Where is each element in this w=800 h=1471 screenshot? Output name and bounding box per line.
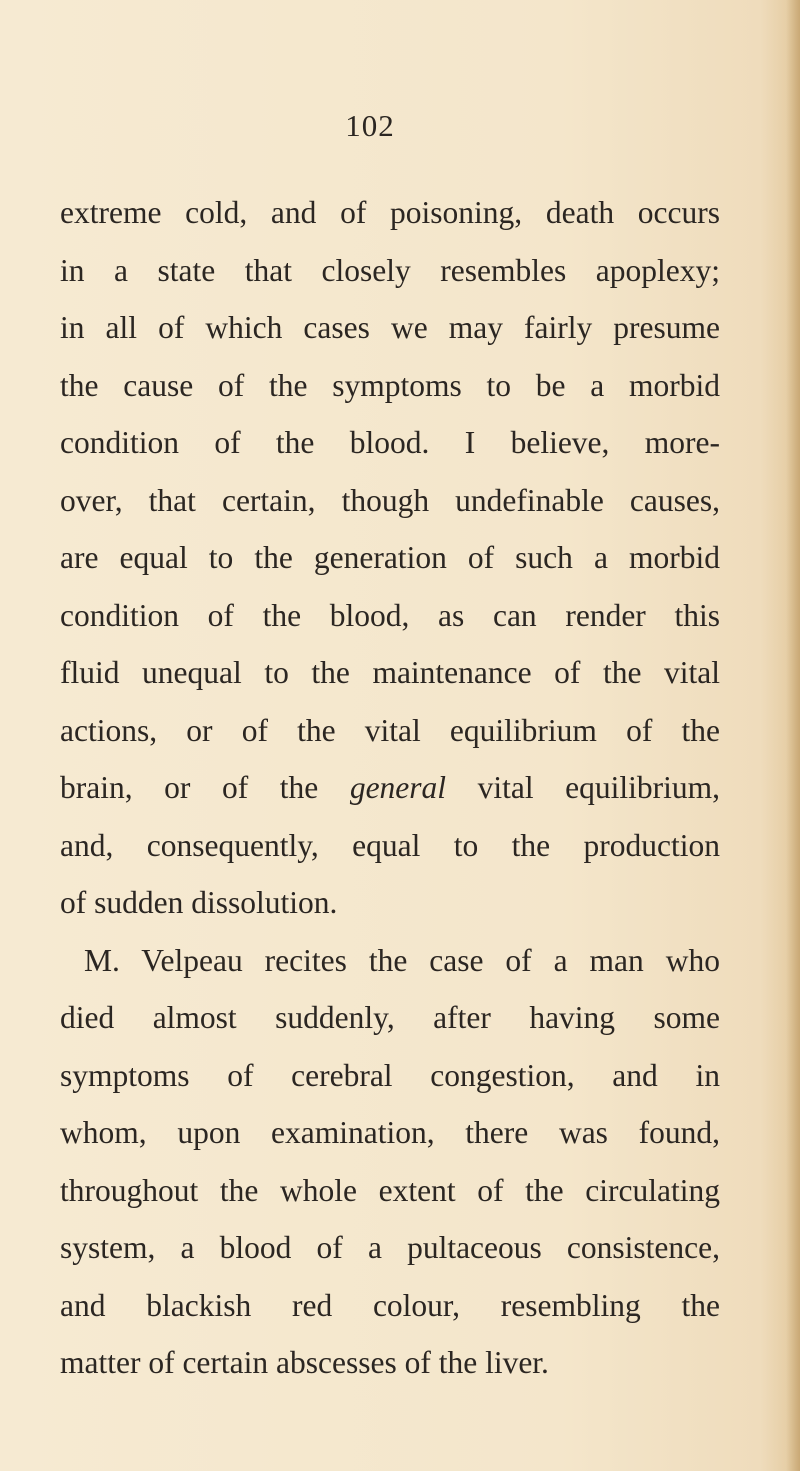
page-number: 102 xyxy=(345,108,395,143)
text-line: in all of which cases we may fairly presume xyxy=(60,310,720,345)
paragraph-2-line: died almost suddenly, after having some xyxy=(60,1000,720,1035)
text-line: over, that certain, though undefinable causes, xyxy=(60,482,720,518)
text-line: fluid unequal to the maintenance of the vital xyxy=(60,655,720,690)
text-line: and, consequently, equal to the production xyxy=(60,827,720,863)
text-line: the cause of the symptoms to be a morbid xyxy=(60,367,720,403)
text-segment: brain, or of the xyxy=(60,770,350,805)
paragraph-2-line: and blackish red colour, resembling the xyxy=(60,1287,720,1323)
text-line: extreme cold, and of poisoning, death occurs xyxy=(60,195,720,230)
paragraph-2-line: system, a blood of a pultaceous consistence, xyxy=(60,1230,720,1265)
page-edge-shadow xyxy=(786,0,800,1471)
text-line: of sudden dissolution. xyxy=(60,885,338,920)
paragraph-2-line: M. Velpeau recites the case of a man who xyxy=(84,942,720,978)
text-line: condition of the blood, as can render this xyxy=(60,597,720,633)
text-line: are equal to the generation of such a morbid xyxy=(60,540,720,575)
paragraph-2-line: matter of certain abscesses of the liver. xyxy=(60,1345,549,1380)
body-text xyxy=(60,184,720,1392)
text-segment: vital equilibrium, xyxy=(446,770,721,805)
text-line: in a state that closely resembles apoplexy; xyxy=(60,252,720,288)
text-line: actions, or of the vital equilibrium of the xyxy=(60,712,720,748)
paragraph-2-line: throughout the whole extent of the circulating xyxy=(60,1172,720,1208)
paragraph-2-line: whom, upon examination, there was found, xyxy=(60,1115,720,1150)
italic-word: general xyxy=(349,770,447,805)
text-line-with-italic xyxy=(60,759,720,817)
text-line: condition of the blood. I believe, more- xyxy=(60,425,720,460)
paragraph-2-line: symptoms of cerebral congestion, and in xyxy=(60,1057,720,1093)
